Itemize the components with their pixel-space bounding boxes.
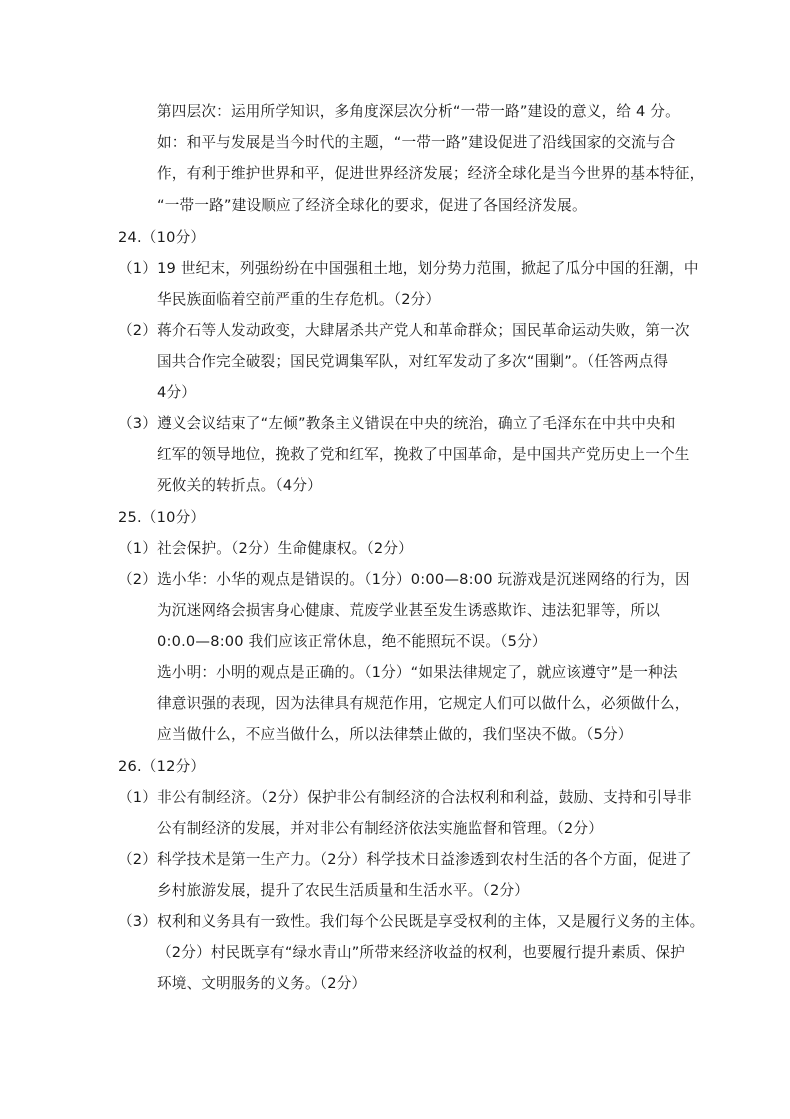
text-line: （3）遵义会议结束了“左倾”教条主义错误在中央的统治，确立了毛泽东在中共中央和	[118, 415, 676, 432]
text-line: （1）社会保护。（2分）生命健康权。（2分）	[118, 540, 413, 557]
section-heading-24: 24.（10分）	[118, 229, 206, 246]
text-line: （2）选小华：小华的观点是错误的。（1分）0:00—8:00 玩游戏是沉迷网络的行为，因	[118, 571, 690, 588]
text-line: 乡村旅游发展，提升了农民生活质量和生活水平。（2分）	[157, 882, 530, 899]
text-line: （2）科学技术是第一生产力。（2分）科学技术日益渗透到农村生活的各个方面，促进了	[118, 851, 692, 868]
text-line: （1）19 世纪末，列强纷纷在中国强租土地，划分势力范围，掀起了瓜分中国的狂潮，中	[118, 260, 699, 277]
text-line: 国共合作完全破裂；国民党调集军队，对红军发动了多次“围剿”。（任答两点得	[157, 353, 669, 370]
text-line: （2）蒋介石等人发动政变，大肆屠杀共产党人和革命群众；国民革命运动失败，第一次	[118, 322, 690, 339]
text-line: （2分）村民既享有“绿水青山”所带来经济收益的权利，也要履行提升素质、保护	[157, 944, 685, 961]
text-line: 作，有利于维护世界和平，促进世界经济发展；经济全球化是当今世界的基本特征，	[157, 165, 705, 182]
text-line: 律意识强的表现，因为法律具有规范作用，它规定人们可以做什么，必须做什么，	[157, 695, 690, 712]
text-line: 为沉迷网络会损害身心健康、荒废学业甚至发生诱惑欺诈、违法犯罪等，所以	[157, 602, 660, 619]
text-line: 第四层次：运用所学知识，多角度深层次分析“一带一路”建设的意义，给 4 分。	[157, 103, 680, 120]
text-line: 死攸关的转折点。（4分）	[157, 477, 322, 494]
text-line: （3）权利和义务具有一致性。我们每个公民既是享受权利的主体，又是履行义务的主体。	[118, 913, 705, 930]
text-line: （1）非公有制经济。（2分）保护非公有制经济的合法权利和利益，鼓励、支持和引导非	[118, 789, 692, 806]
section-heading-25: 25.（10分）	[118, 509, 206, 526]
text-line: 红军的领导地位，挽救了党和红军，挽救了中国革命，是中国共产党历史上一个生	[157, 446, 690, 463]
section-heading-26: 26.（12分）	[118, 758, 206, 775]
text-line: 0:0.0—8:00 我们应该正常休息，绝不能照玩不误。（5分）	[157, 633, 547, 650]
text-line: 公有制经济的发展，并对非公有制经济依法实施监督和管理。（2分）	[157, 820, 604, 837]
text-line: 应当做什么，不应当做什么，所以法律禁止做的，我们坚决不做。（5分）	[157, 726, 633, 743]
text-line: 环境、文明服务的义务。（2分）	[157, 975, 367, 992]
text-line: 选小明：小明的观点是正确的。（1分）“如果法律规定了，就应该遵守”是一种法	[157, 664, 678, 681]
text-line: 4分）	[157, 384, 197, 401]
text-line: 华民族面临着空前严重的生存危机。（2分）	[157, 291, 441, 308]
text-line: 如：和平与发展是当今时代的主题，“一带一路”建设促进了沿线国家的交流与合	[157, 134, 676, 151]
text-line: “一带一路”建设顺应了经济全球化的要求，促进了各国经济发展。	[157, 197, 587, 214]
